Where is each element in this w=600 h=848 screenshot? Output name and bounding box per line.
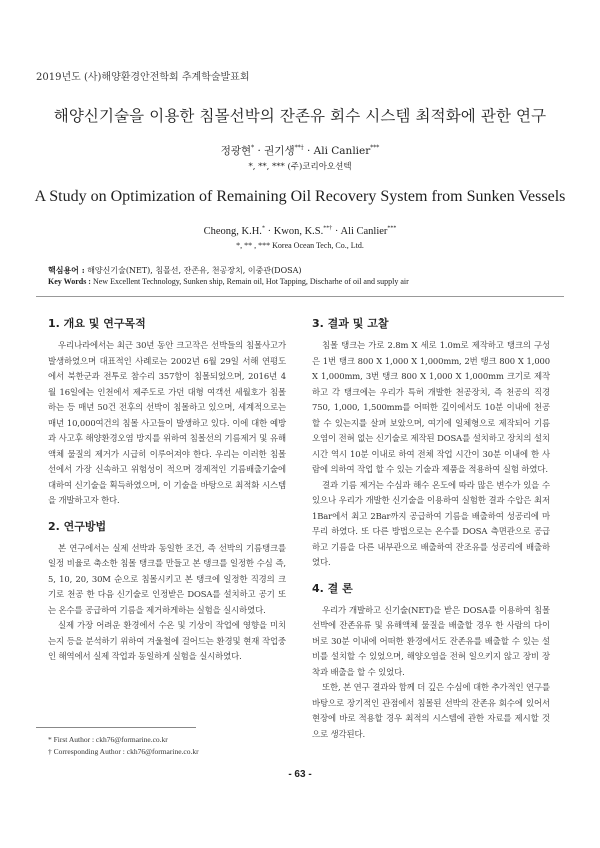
footnote-mark: †: [48, 747, 52, 756]
author-name: Cheong, K.H.: [203, 226, 262, 237]
page-number: - 63 -: [288, 769, 312, 780]
author-separator: ·: [303, 145, 314, 157]
author-name: Ali Canlier: [340, 226, 388, 237]
author-mark: ***: [387, 225, 397, 232]
title-korean: 해양신기술을 이용한 침몰선박의 잔존유 회수 시스템 최적화에 관한 연구: [53, 107, 547, 125]
author-mark: *: [251, 144, 255, 152]
footnote-text: First Author : ckh76@formarine.co.kr: [53, 735, 168, 744]
header-divider: [36, 296, 564, 297]
author-name: Ali Canlier: [313, 145, 371, 157]
paragraph: 본 연구에서는 실제 선박과 동일한 조건, 즉 선박의 기름탱크를 일정 비율로 축소한 침몰 탱크를 만들고 본 탱크를 일정한 수심 즉, 5, 10, 20, 30M 순으로 침몰시키고 본 탱크에 일정한 직경의 크기로 천공 한 다음 신기술로 인정받은 DOSA를 설치하고 공기 또는 온수를 공급하여 기름을 제거하게하는 실험을 실시하였다.: [48, 542, 286, 615]
paragraph: 우리가 개발하고 신기술(NET)을 받은 DOSA를 이용하여 침몰 선박에 잔존유류 및 유해액체 물질을 배출할 경우 한 사람의 다이버로 30분 이내에 어떠한 환경에서도 잔존유를 배출할 수 있는 설비를 설치할 수 있었으며, 해양오염을 전혀 일으키지 않고 장비 장착과 배출을 할 수 있었다.: [312, 604, 550, 677]
paragraph: 또한, 본 연구 결과와 함께 더 깊은 수심에 대한 추가적인 연구를 바탕으로 장기적인 관점에서 침몰된 선박의 잔존유 회수에 있어서 현장에 바로 적용할 경우 최적의 시스템에 관한 자료를 제시할 것으로 생각된다.: [312, 682, 550, 739]
keywords-text: 해양신기술(NET), 침몰선, 잔존유, 천공장치, 이중관(DOSA): [84, 266, 302, 275]
paragraph: 우리나라에서는 최근 30년 동안 크고작은 선박들의 침몰사고가 발생하였으며 대표적인 사례로는 2002년 6월 29일 서해 연평도에서 북한군과 전투로 참수리 357함이 침몰되었으며, 2016년 4월 16일에는 인천에서 제주도로 가던 대형 여객선 세월호가 침몰하는 등 매년 50건 전후의 선박이 침몰하고 있으며, 세계적으로는 매년 10,000여건의 침몰 사고들이 발생하고 있다. 이에 대한 예방과 사고후 해양환경오염 방지를 위하여 침몰선의 기름제거 및 유해액체 물질의 제거가 시급히 이루어져야 한다. 우리는 이러한 침몰선에서 가장 신속하고 위험성이 적으며 경제적인 기름배출기술에 대하여 신기술을 획득하였으며, 이 기술을 바탕으로 최적화 시스템을 개발하고자 한다.: [48, 340, 286, 505]
keywords-english: [48, 276, 409, 288]
affiliation-english: *, ** , *** Korea Ocean Tech, Co., Ltd.: [236, 241, 364, 250]
left-column: [48, 310, 286, 665]
conference-header: 2019년도 (사)해양환경안전학회 추계학술발표회: [36, 72, 250, 83]
keywords-label: Key Words :: [48, 277, 91, 286]
author-name: 권기생: [264, 145, 295, 157]
author-mark: **†: [294, 144, 304, 152]
author-name: Kwon, K.S.: [273, 226, 324, 237]
section-heading: 4. 결 론: [312, 581, 353, 595]
author-mark: *: [261, 225, 265, 232]
footnote-divider: [36, 727, 196, 728]
author-mark: ***: [370, 144, 380, 152]
section-heading: 1. 개요 및 연구목적: [48, 317, 146, 330]
author-mark: **†: [323, 225, 333, 232]
keywords-label: 핵심용어 :: [48, 265, 85, 275]
footnote-corresponding-author: [48, 747, 199, 756]
section-heading: 2. 연구방법: [48, 519, 107, 533]
authors-english: [0, 226, 600, 237]
keywords-text: New Excellent Technology, Sunken ship, Remain oil, Hot Tapping, Discharhe of oil and supply air: [90, 277, 409, 286]
paragraph: 침몰 탱크는 가로 2.8m X 세로 1.0m로 제작하고 탱크의 구성은 1번 탱크 800 X 1,000 X 1,000mm, 2번 탱크 800 X 1,000 X 1,000mm, 3번 탱크 800 X 1,000 X 1,000mm 크기로 제작하고 각 탱크에는 우리가 특허 개발한 천공장치, 즉 천공의 직경 750, 1,000, 1,500mm를 어떠한 깊이에서도 10분 이내에 천공할 수 있는지를 살펴 보았으며, 여기에 일체형으로 제작되어 기름오염이 전혀 없는 신기술로 제작된 DOSA를 설치하고 장치의 설치 시간 역시 10분 이내로 하여 전체 작업 시간이 30분 이내에 한 사람에 의하여 작업 할 수 있는 기술과 제품을 적용하여 실험 하였다.: [312, 340, 550, 474]
author-name: 정광현: [220, 145, 252, 157]
author-separator: ·: [264, 226, 274, 237]
footnote-text: Corresponding Author : ckh76@formarine.co.kr: [53, 747, 199, 756]
paragraph: 실제 가장 어려운 환경에서 수온 및 기상이 작업에 영향을 미치는지 등을 분석하기 위하여 겨울철에 걸어드는 환경및 현재 작업중인 해역에서 실제 작업과 동일하게 실험을 실시하였다.: [48, 620, 286, 661]
title-english: A Study on Optimization of Remaining Oil Recovery System from Sunken Vessels: [34, 188, 566, 205]
paragraph: 결과 기름 제거는 수심과 해수 온도에 따라 많은 변수가 있을 수 있으나 우리가 개발한 신기술을 이용하여 실험한 결과 수압은 최저 1Bar에서 최고 2Bar까지 공급하여 기름을 배출하여 성공리에 마무리 하였다. 또 다른 방법으로는 온수를 DOSA 측면관으로 공급하고 기름을 다른 내부관으로 배출하여 잔조유를 성공리에 배출하였다.: [312, 479, 550, 567]
footnote-first-author: [48, 735, 168, 744]
section-heading: 3. 결과 및 고찰: [312, 317, 389, 330]
author-separator: ·: [254, 145, 265, 157]
author-separator: ·: [332, 226, 341, 237]
right-column: [312, 310, 550, 742]
authors-korean: [0, 143, 600, 158]
footnote-mark: *: [48, 735, 52, 744]
affiliation-korean: *, **, *** (주)코리아오션텍: [248, 162, 352, 172]
